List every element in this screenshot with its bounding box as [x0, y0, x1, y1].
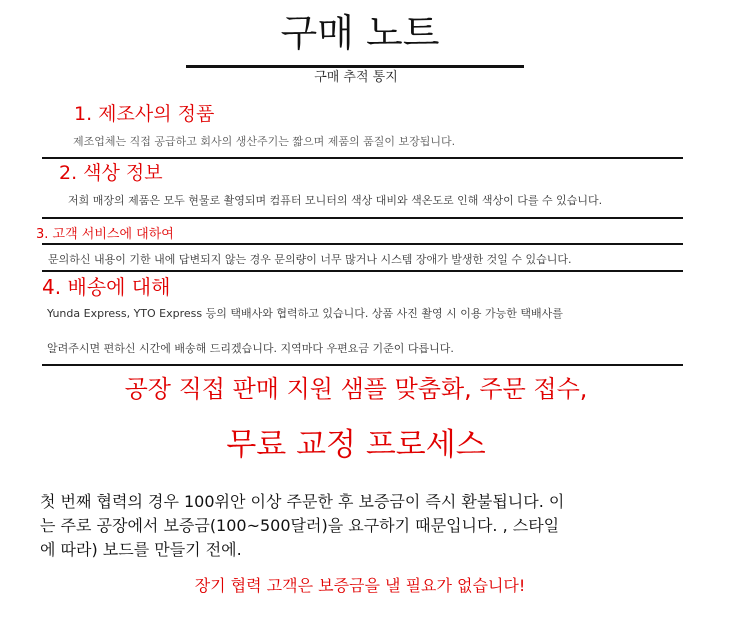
promo-line-2: 무료 교정 프로세스 [226, 427, 486, 463]
promo-line-1: 공장 직접 판매 지원 샘플 맞춤화, 주문 접수, [124, 375, 588, 403]
page-title: 구매 노트 [280, 11, 440, 55]
deposit-paragraph [40, 490, 650, 562]
section-2-body: 저희 매장의 제품은 모두 현물로 촬영되며 컴퓨터 모니터의 색상 대비와 색온도로 인해 색상이 다를 수 있습니다. [68, 194, 603, 207]
divider [42, 270, 683, 272]
deposit-line-3: 에 따라) 보드를 만들기 전에. [40, 540, 242, 559]
section-4-heading: 4. 배송에 대해 [42, 275, 171, 299]
section-3-body: 문의하신 내용이 기한 내에 답변되지 않는 경우 문의량이 너무 많거나 시스템 장애가 발생한 것일 수 있습니다. [48, 253, 572, 266]
divider [42, 243, 683, 245]
page-subtitle: 구매 추적 통지 [314, 70, 398, 85]
divider [42, 217, 683, 219]
footer-note: 장기 협력 고객은 보증금을 낼 필요가 없습니다! [194, 576, 526, 595]
deposit-line-2: 는 주로 공장에서 보증금(100~500달러)을 요구하기 때문입니다. , 스타일 [40, 516, 560, 535]
deposit-line-1: 첫 번째 협력의 경우 100위안 이상 주문한 후 보증금이 즉시 환불됩니다. 이 [40, 492, 565, 511]
section-4-body-line-2: 알려주시면 편하신 시간에 배송해 드리겠습니다. 지역마다 우편요금 기준이 다릅니다. [47, 342, 454, 355]
section-4-body-line-1: Yunda Express, YTO Express 등의 택배사와 협력하고 있습니다. 상품 사진 촬영 시 이용 가능한 택배사를 [47, 307, 563, 320]
divider [42, 364, 683, 366]
section-1-body: 제조업체는 직접 공급하고 회사의 생산주기는 짧으며 제품의 품질이 보장됩니다. [73, 135, 456, 148]
title-underline [186, 65, 524, 68]
section-1-heading: 1. 제조사의 정품 [74, 103, 215, 125]
section-2-heading: 2. 색상 정보 [59, 162, 163, 184]
divider [42, 157, 683, 159]
section-3-heading: 3. 고객 서비스에 대하여 [36, 227, 174, 242]
